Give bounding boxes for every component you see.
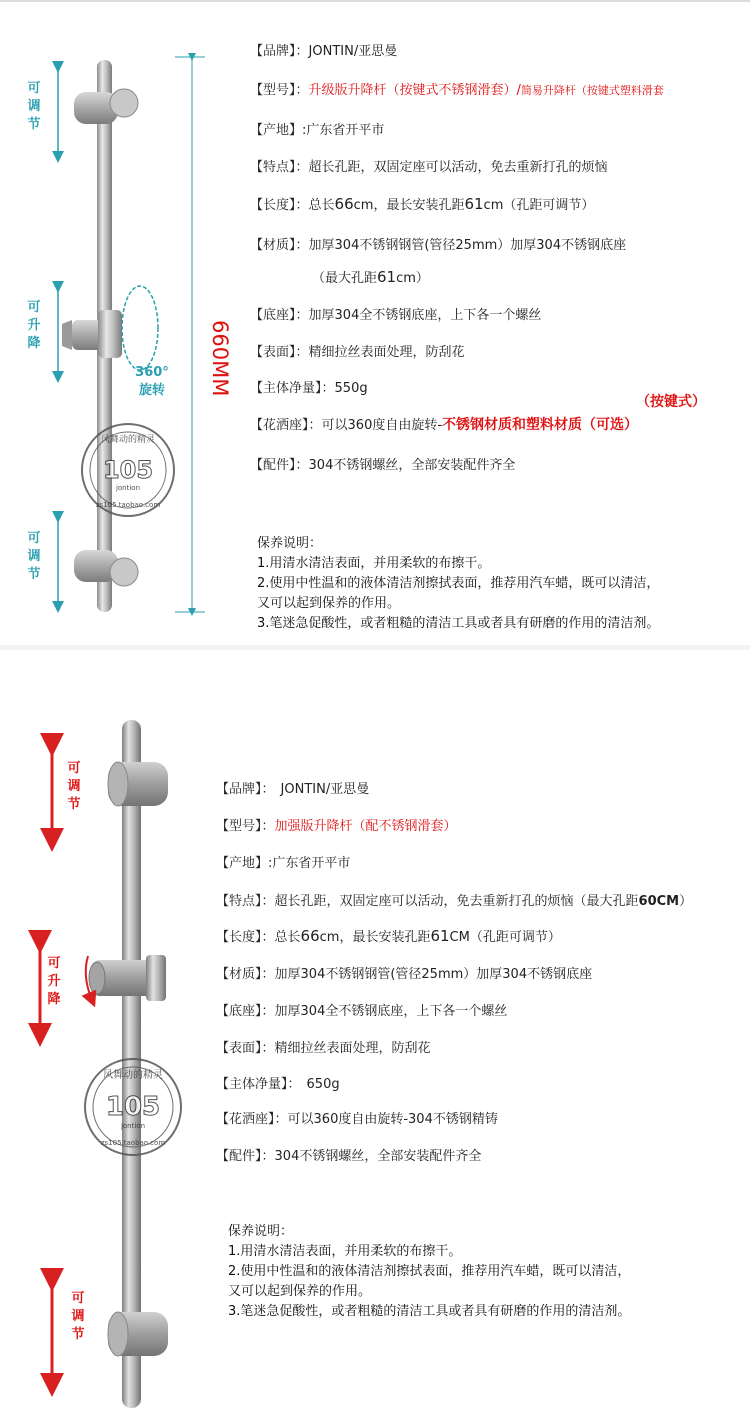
liftable-label: 可 升 降 [47, 956, 61, 1007]
svg-text:jontion: jontion [120, 1122, 146, 1130]
rotate-label: 360° 旋转 [135, 365, 169, 398]
spec-base-2: 【底座】：加厚304全不锈钢底座，上下各一个螺丝 [216, 1004, 508, 1019]
svg-text:zs105.taobao.com: zs105.taobao.com [100, 1139, 166, 1147]
spec-accessories-2: 【配件】：304不锈钢螺丝，全部安装配件齐全 [216, 1149, 482, 1164]
spec-origin-2: 【产地】:广东省开平市 [216, 856, 351, 871]
dimension-label: 660MM [208, 320, 232, 397]
spec-feature-2: 【特点】：超长孔距，双固定座可以活动，免去重新打孔的烦恼（最大孔距60CM） [216, 894, 693, 909]
shower-rail-illustration-2 [0, 650, 220, 1408]
liftable-label: 可 升 降 [27, 300, 41, 351]
care-instructions-2: 保养说明： 1.用清水清洁表面，并用柔软的布擦干。 2.使用中性温和的液体清洁剂擦拭表面，推荐用汽车蜡，既可以清洁， 又可以起到保养的作用。 3.笔迷急促酸性，或者粗糙的清洁工具或者具有研磨的作用的清洁剂。 [228, 1224, 631, 1319]
spec-weight-2: 【主体净量】： 650g [216, 1077, 340, 1092]
svg-text:风舞动的精灵: 风舞动的精灵 [100, 435, 156, 445]
adjustable-bottom-label: 可 调 节 [71, 1291, 85, 1342]
spec-base: 【底座】：加厚304全不锈钢底座，上下各一个螺丝 [250, 308, 542, 323]
spec-surface-2: 【表面】：精细拉丝表面处理，防刮花 [216, 1041, 431, 1056]
svg-text:风舞动的精灵: 风舞动的精灵 [103, 1070, 163, 1081]
watermark-stamp-2 [85, 1059, 181, 1155]
spec-length: 【长度】：总长66cm，最长安装孔距61cm（孔距可调节） [250, 195, 595, 213]
watermark-stamp [82, 424, 174, 516]
adjustable-bottom-label: 可 调 节 [27, 531, 41, 582]
product-panel-upgraded [0, 0, 750, 650]
spec-brand: 【品牌】：JONTIN/亚思曼 [250, 44, 398, 59]
svg-text:jontion: jontion [115, 484, 141, 492]
spec-surface: 【表面】：精细拉丝表面处理，防刮花 [250, 345, 465, 360]
adjustable-top-label: 可 调 节 [27, 81, 41, 132]
spec-length-2: 【长度】：总长66cm，最长安装孔距61CM（孔距可调节） [216, 927, 561, 945]
spec-origin: 【产地】:广东省开平市 [250, 123, 385, 138]
spec-holder-type-note: （按键式） [636, 394, 706, 410]
spec-model-2: 【型号】：加强版升降杆（配不锈钢滑套） [216, 819, 457, 834]
svg-text:zs105.taobao.com: zs105.taobao.com [95, 501, 161, 509]
spec-brand-2: 【品牌】： JONTIN/亚思曼 [216, 782, 370, 797]
spec-holder-2: 【花洒座】：可以360度自由旋转-304不锈钢精铸 [216, 1112, 498, 1127]
svg-text:105: 105 [105, 1092, 161, 1122]
product-panel-reinforced [0, 650, 750, 1408]
spec-material: 【材质】：加厚304不锈钢钢管(管径25mm）加厚304不锈钢底座 [250, 238, 627, 253]
spec-weight: 【主体净量】：550g [250, 381, 368, 396]
svg-text:105: 105 [102, 456, 154, 484]
spec-material-note: （最大孔距61cm） [312, 268, 429, 286]
spec-feature: 【特点】：超长孔距，双固定座可以活动，免去重新打孔的烦恼 [250, 160, 608, 175]
adjustable-top-label: 可 调 节 [67, 761, 81, 812]
spec-material-2: 【材质】：加厚304不锈钢钢管(管径25mm）加厚304不锈钢底座 [216, 967, 593, 982]
spec-model: 【型号】：升级版升降杆（按键式不锈钢滑套）/简易升降杆（按键式塑料滑套 [250, 83, 664, 98]
care-instructions: 保养说明： 1.用清水清洁表面，并用柔软的布擦干。 2.使用中性温和的液体清洁剂擦拭表面，推荐用汽车蜡，既可以清洁， 又可以起到保养的作用。 3.笔迷急促酸性，或者粗糙的清洁工具或者具有研磨的作用的清洁剂。 [257, 536, 660, 631]
spec-holder: 【花洒座】：可以360度自由旋转-不锈钢材质和塑料材质（可选） [250, 417, 639, 433]
spec-accessories: 【配件】：304不锈钢螺丝，全部安装配件齐全 [250, 458, 516, 473]
